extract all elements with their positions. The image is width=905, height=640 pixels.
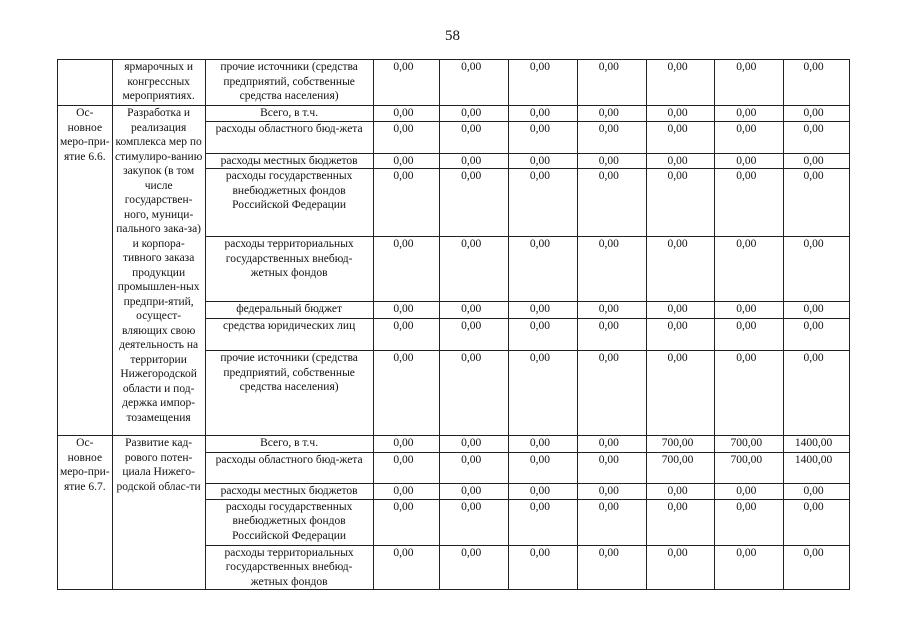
value-cell: 0,00 xyxy=(784,499,850,545)
value-cell: 0,00 xyxy=(577,484,646,500)
value-cell: 0,00 xyxy=(646,545,715,590)
value-cell: 0,00 xyxy=(440,106,509,122)
value-cell: 0,00 xyxy=(577,237,646,302)
funding-source-cell: расходы местных бюджетов xyxy=(205,484,373,500)
value-cell: 0,00 xyxy=(577,106,646,122)
value-cell: 1400,00 xyxy=(784,436,850,453)
value-cell: 0,00 xyxy=(715,545,784,590)
value-cell: 700,00 xyxy=(715,453,784,484)
funding-source-cell: средства юридических лиц xyxy=(205,319,373,351)
value-cell: 0,00 xyxy=(509,453,578,484)
value-cell: 0,00 xyxy=(715,319,784,351)
value-cell: 0,00 xyxy=(509,351,578,436)
value-cell: 0,00 xyxy=(784,169,850,237)
value-cell: 0,00 xyxy=(509,106,578,122)
funding-source-cell: прочие источники (средства предприятий, собственные средства населения) xyxy=(205,60,373,106)
value-cell: 0,00 xyxy=(715,121,784,153)
funding-source-cell: расходы областного бюд-жета xyxy=(205,453,373,484)
page-number: 58 xyxy=(445,28,460,44)
value-cell: 0,00 xyxy=(577,545,646,590)
value-cell: 0,00 xyxy=(373,319,440,351)
value-cell: 700,00 xyxy=(646,453,715,484)
value-cell: 700,00 xyxy=(646,436,715,453)
value-cell: 0,00 xyxy=(646,169,715,237)
value-cell: 0,00 xyxy=(577,453,646,484)
value-cell: 1400,00 xyxy=(784,453,850,484)
funding-source-cell: прочие источники (средства предприятий, собственные средства населения) xyxy=(205,351,373,436)
value-cell: 0,00 xyxy=(715,106,784,122)
value-cell: 0,00 xyxy=(373,436,440,453)
value-cell: 0,00 xyxy=(509,121,578,153)
value-cell: 0,00 xyxy=(373,302,440,319)
measure-name-cell: Развитие кад-рового потен-циала Нижего-родской облас-ти xyxy=(112,436,205,590)
value-cell: 0,00 xyxy=(373,453,440,484)
funding-source-cell: Всего, в т.ч. xyxy=(205,436,373,453)
value-cell: 0,00 xyxy=(509,499,578,545)
value-cell: 0,00 xyxy=(577,60,646,106)
value-cell: 0,00 xyxy=(646,319,715,351)
value-cell: 0,00 xyxy=(715,351,784,436)
value-cell: 0,00 xyxy=(509,153,578,169)
value-cell: 0,00 xyxy=(440,545,509,590)
measure-code-cell: Ос-новное меро-при-ятие 6.7. xyxy=(58,436,113,590)
value-cell: 0,00 xyxy=(784,351,850,436)
measure-name-cell: Разработка и реализация комплекса мер по стимулиро-ванию закупок (в том числе государствен-ного, муници-пального зака-за) и корпора-тивного заказа продукции промышлен-ных предпри-ятий, осущест-вляющих свою деятельность на территории Нижегородской области и под-держка импор-тозамещения xyxy=(112,106,205,436)
value-cell: 0,00 xyxy=(646,351,715,436)
table-body xyxy=(58,60,850,590)
value-cell: 0,00 xyxy=(577,302,646,319)
value-cell: 0,00 xyxy=(784,484,850,500)
value-cell: 0,00 xyxy=(509,237,578,302)
value-cell: 0,00 xyxy=(715,237,784,302)
value-cell: 0,00 xyxy=(509,169,578,237)
funding-source-cell: расходы государственных внебюджетных фондов Российской Федерации xyxy=(205,169,373,237)
value-cell: 0,00 xyxy=(715,60,784,106)
value-cell: 0,00 xyxy=(440,302,509,319)
value-cell: 0,00 xyxy=(715,302,784,319)
value-cell: 0,00 xyxy=(784,60,850,106)
value-cell: 0,00 xyxy=(577,436,646,453)
value-cell: 0,00 xyxy=(373,237,440,302)
value-cell: 0,00 xyxy=(373,60,440,106)
value-cell: 0,00 xyxy=(440,121,509,153)
value-cell: 0,00 xyxy=(577,351,646,436)
value-cell: 0,00 xyxy=(509,545,578,590)
measure-name-cell: ярмарочных и конгрессных мероприятиях. xyxy=(112,60,205,106)
value-cell: 0,00 xyxy=(646,121,715,153)
measure-code-cell xyxy=(58,60,113,106)
value-cell: 0,00 xyxy=(646,237,715,302)
value-cell: 0,00 xyxy=(577,169,646,237)
value-cell: 0,00 xyxy=(577,319,646,351)
table-row xyxy=(58,60,850,106)
value-cell: 0,00 xyxy=(646,153,715,169)
value-cell: 0,00 xyxy=(373,153,440,169)
table-row xyxy=(58,106,850,122)
value-cell: 0,00 xyxy=(440,169,509,237)
value-cell: 700,00 xyxy=(715,436,784,453)
value-cell: 0,00 xyxy=(440,436,509,453)
value-cell: 0,00 xyxy=(440,60,509,106)
value-cell: 0,00 xyxy=(373,484,440,500)
value-cell: 0,00 xyxy=(373,351,440,436)
value-cell: 0,00 xyxy=(440,153,509,169)
funding-source-cell: расходы территориальных государственных внебюд-жетных фондов xyxy=(205,545,373,590)
measure-code-cell: Ос-новное меро-при-ятие 6.6. xyxy=(58,106,113,436)
value-cell: 0,00 xyxy=(440,237,509,302)
value-cell: 0,00 xyxy=(509,436,578,453)
value-cell: 0,00 xyxy=(784,319,850,351)
value-cell: 0,00 xyxy=(509,302,578,319)
value-cell: 0,00 xyxy=(440,319,509,351)
value-cell: 0,00 xyxy=(784,153,850,169)
funding-source-cell: расходы государственных внебюджетных фондов Российской Федерации xyxy=(205,499,373,545)
value-cell: 0,00 xyxy=(373,106,440,122)
value-cell: 0,00 xyxy=(440,499,509,545)
table-row xyxy=(58,436,850,453)
value-cell: 0,00 xyxy=(373,545,440,590)
value-cell: 0,00 xyxy=(715,499,784,545)
value-cell: 0,00 xyxy=(646,106,715,122)
value-cell: 0,00 xyxy=(646,484,715,500)
value-cell: 0,00 xyxy=(646,302,715,319)
funding-source-cell: федеральный бюджет xyxy=(205,302,373,319)
value-cell: 0,00 xyxy=(784,121,850,153)
value-cell: 0,00 xyxy=(646,499,715,545)
funding-source-cell: расходы областного бюд-жета xyxy=(205,121,373,153)
value-cell: 0,00 xyxy=(440,484,509,500)
funding-source-cell: расходы местных бюджетов xyxy=(205,153,373,169)
value-cell: 0,00 xyxy=(784,545,850,590)
value-cell: 0,00 xyxy=(784,302,850,319)
value-cell: 0,00 xyxy=(715,484,784,500)
value-cell: 0,00 xyxy=(373,169,440,237)
value-cell: 0,00 xyxy=(440,351,509,436)
value-cell: 0,00 xyxy=(509,319,578,351)
value-cell: 0,00 xyxy=(784,106,850,122)
value-cell: 0,00 xyxy=(577,121,646,153)
value-cell: 0,00 xyxy=(509,60,578,106)
value-cell: 0,00 xyxy=(715,169,784,237)
value-cell: 0,00 xyxy=(509,484,578,500)
value-cell: 0,00 xyxy=(715,153,784,169)
value-cell: 0,00 xyxy=(373,499,440,545)
value-cell: 0,00 xyxy=(577,153,646,169)
value-cell: 0,00 xyxy=(440,453,509,484)
funding-source-cell: Всего, в т.ч. xyxy=(205,106,373,122)
funding-source-cell: расходы территориальных государственных внебюд-жетных фондов xyxy=(205,237,373,302)
value-cell: 0,00 xyxy=(784,237,850,302)
value-cell: 0,00 xyxy=(577,499,646,545)
value-cell: 0,00 xyxy=(373,121,440,153)
value-cell: 0,00 xyxy=(646,60,715,106)
budget-table xyxy=(57,59,850,590)
